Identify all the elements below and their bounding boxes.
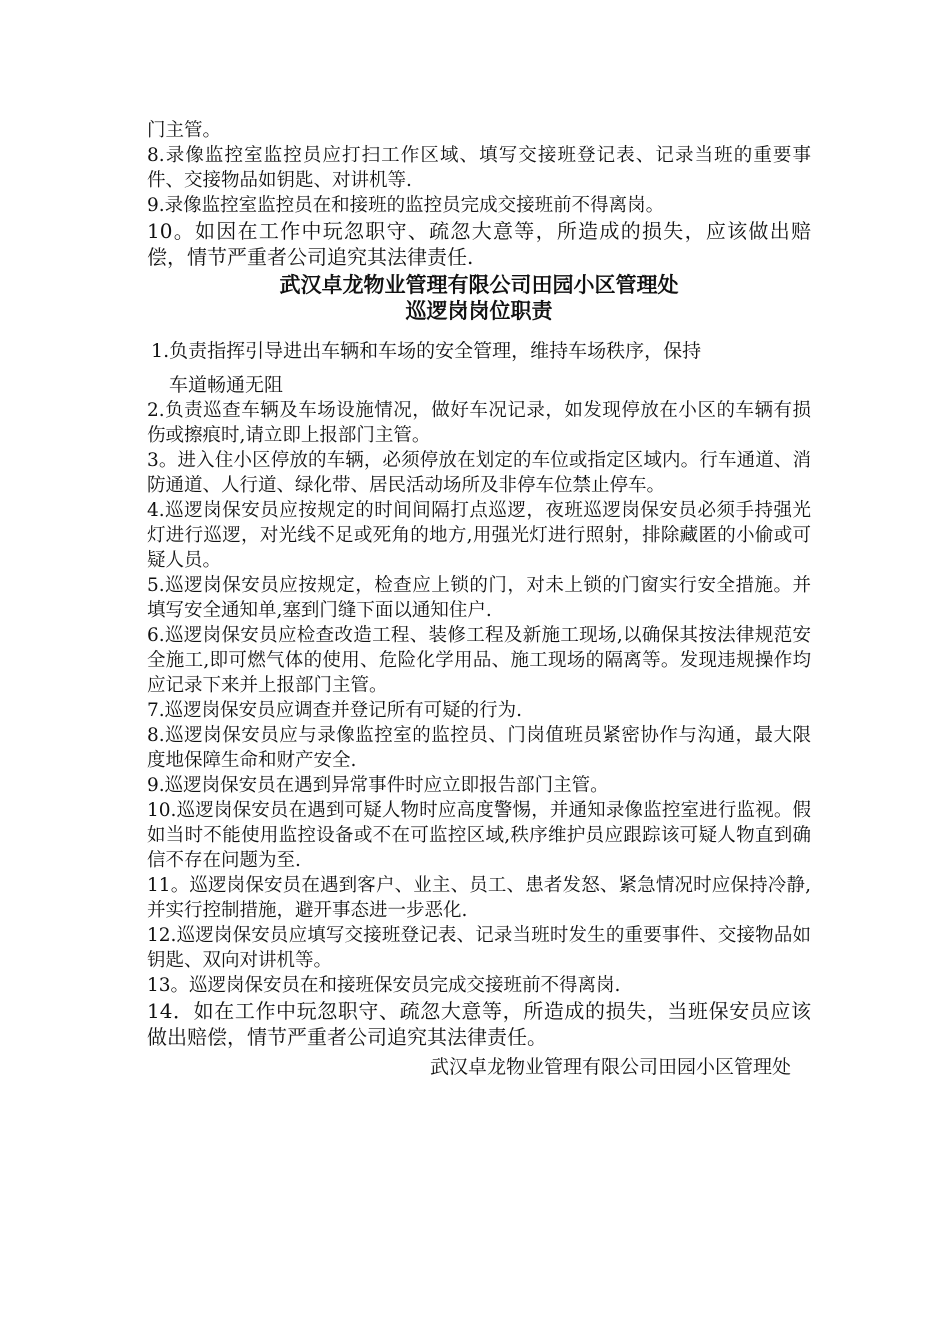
duty-item: 3。进入住小区停放的车辆，必须停放在划定的车位或指定区域内。行车通道、消防通道、人行道、绿化带、居民活动场所及非停车位禁止停车。 xyxy=(147,450,811,496)
duty-item-1-line2: 车道畅通无阻 xyxy=(169,374,284,396)
section-title: 巡逻岗岗位职责 xyxy=(405,299,553,323)
duty-item: 10.巡逻岗保安员在遇到可疑人物时应高度警惕，并通知录像监控室进行监视。假如当时不能使用监控设备或不在可监控区域,秩序维护员应跟踪该可疑人物直到确信不存在问题为至. xyxy=(147,800,811,871)
duty-item: 2.负责巡查车辆及车场设施情况，做好车况记录，如发现停放在小区的车辆有损伤或擦痕时,请立即上报部门主管。 xyxy=(147,400,811,446)
paragraph: 门主管。 xyxy=(147,120,222,141)
duty-item-1-line1: 1.负责指挥引导进出车辆和车场的安全管理，维持车场秩序，保持 xyxy=(151,340,702,362)
signature: 武汉卓龙物业管理有限公司田园小区管理处 xyxy=(429,1056,791,1078)
company-title: 武汉卓龙物业管理有限公司田园小区管理处 xyxy=(279,273,679,297)
document-page xyxy=(147,118,811,1080)
paragraph: 10。如因在工作中玩忽职守、疏忽大意等，所造成的损失，应该做出赔偿，情节严重者公司追究其法律责任. xyxy=(147,219,811,269)
duty-item-1 xyxy=(147,338,811,398)
duty-item: 12.巡逻岗保安员应填写交接班登记表、记录当班时发生的重要事件、交接物品如钥匙、双向对讲机等。 xyxy=(147,925,811,971)
duty-item: 9.巡逻岗保安员在遇到异常事件时应立即报告部门主管。 xyxy=(147,775,609,796)
duty-item: 4.巡逻岗保安员应按规定的时间间隔打点巡逻，夜班巡逻岗保安员必须手持强光灯进行巡逻，对光线不足或死角的地方,用强光灯进行照射，排除藏匿的小偷或可疑人员。 xyxy=(147,500,811,571)
duty-item: 7.巡逻岗保安员应调查并登记所有可疑的行为. xyxy=(147,700,523,721)
duty-item: 8.巡逻岗保安员应与录像监控室的监控员、门岗值班员紧密协作与沟通，最大限度地保障生命和财产安全. xyxy=(147,725,811,771)
duty-item: 13。巡逻岗保安员在和接班保安员完成交接班前不得离岗. xyxy=(147,975,621,996)
duty-item: 11。巡逻岗保安员在遇到客户、业主、员工、患者发怒、紧急情况时应保持冷静,并实行控制措施，避开事态进一步恶化. xyxy=(147,875,811,921)
paragraph: 9.录像监控室监控员在和接班的监控员完成交接班前不得离岗。 xyxy=(147,195,665,216)
duty-item: 14．如在工作中玩忽职守、疏忽大意等，所造成的损失，当班保安员应该做出赔偿，情节严重者公司追究其法律责任。 xyxy=(147,999,811,1049)
duty-item: 5.巡逻岗保安员应按规定，检查应上锁的门，对未上锁的门窗实行安全措施。并填写安全通知单,塞到门缝下面以通知住户. xyxy=(147,575,811,621)
paragraph: 8.录像监控室监控员应打扫工作区域、填写交接班登记表、记录当班的重要事件、交接物品如钥匙、对讲机等. xyxy=(147,145,811,191)
duty-item: 6.巡逻岗保安员应检查改造工程、装修工程及新施工现场,以确保其按法律规范安全施工,即可燃气体的使用、危险化学用品、施工现场的隔离等。发现违规操作均应记录下来并上报部门主管。 xyxy=(147,625,811,696)
